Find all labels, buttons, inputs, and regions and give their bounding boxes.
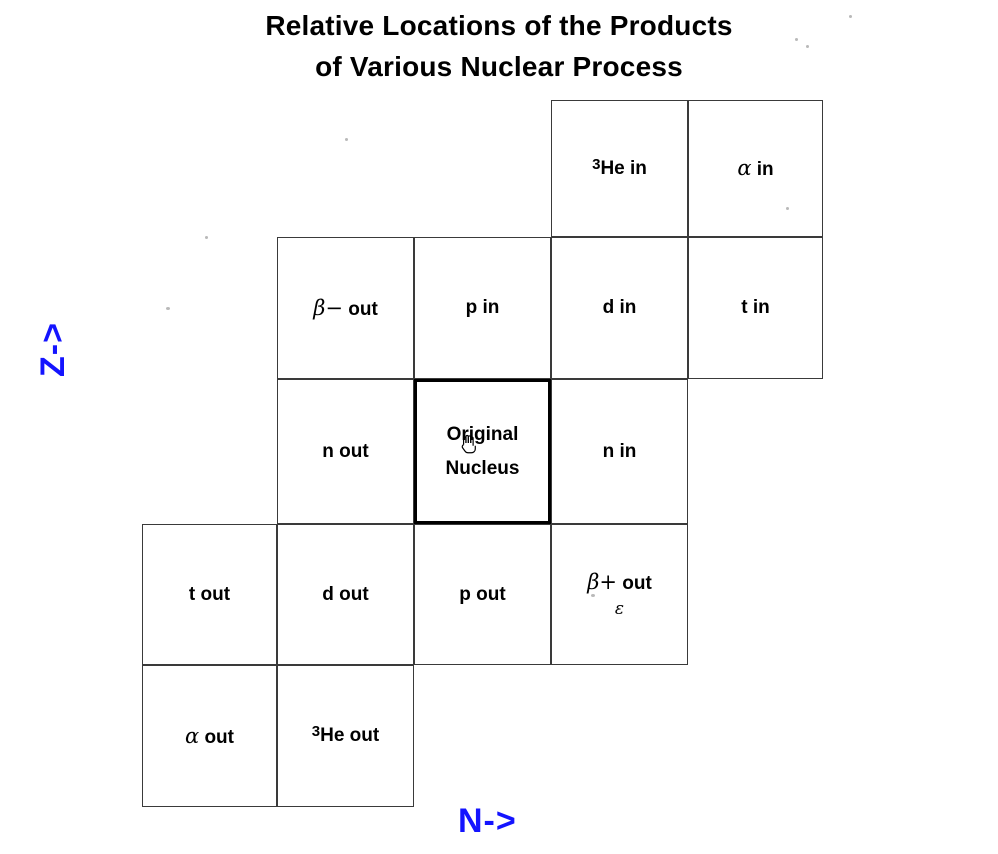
cell-beta-plus-out-label: β+ out ε: [587, 569, 652, 620]
beta-plus-glyph: β+: [587, 569, 617, 594]
cell-alpha-in[interactable]: [688, 100, 823, 237]
cell-n-out-label: n out: [322, 440, 369, 462]
cell-d-out[interactable]: [277, 524, 414, 665]
cell-p-in[interactable]: [414, 237, 551, 379]
cell-p-out[interactable]: [414, 524, 551, 665]
title-line-2: of Various Nuclear Process: [315, 50, 683, 82]
axis-label-n: N->: [458, 802, 517, 840]
cell-beta-minus-out-label: β− out: [313, 295, 378, 320]
alpha-glyph: α: [737, 156, 752, 181]
superscript-3: 3: [311, 723, 321, 741]
title-line-1: Relative Locations of the Products: [265, 10, 733, 41]
cell-d-in[interactable]: [551, 237, 688, 379]
page-title: [0, 6, 998, 87]
cell-n-in-label: n in: [602, 440, 637, 462]
cell-p-in-label: p in: [465, 297, 500, 319]
cell-p-out-label: p out: [459, 583, 506, 605]
cell-original-nucleus[interactable]: [414, 379, 551, 524]
beta-minus-glyph: β−: [313, 295, 343, 320]
cell-beta-minus-out[interactable]: [277, 237, 414, 379]
cell-he3-out[interactable]: [277, 665, 414, 807]
noise-speck: [166, 307, 170, 310]
axis-label-z: Z->: [33, 322, 72, 377]
cell-alpha-out[interactable]: [142, 665, 277, 807]
alpha-glyph: α: [184, 723, 200, 748]
cell-he3-in-label: $^3$He in: [592, 155, 647, 179]
cell-t-in-label: t in: [741, 297, 770, 319]
superscript-3: 3: [592, 155, 601, 173]
noise-speck: [205, 236, 208, 239]
noise-speck: [345, 138, 348, 141]
cell-n-out[interactable]: [277, 379, 414, 524]
cell-t-out[interactable]: [142, 524, 277, 665]
cell-beta-plus-out[interactable]: [551, 524, 688, 665]
cell-he3-in[interactable]: [551, 100, 688, 237]
cell-d-out-label: d out: [322, 583, 369, 605]
cell-t-in[interactable]: [688, 237, 823, 379]
cell-he3-out-label: $^3$He out: [311, 723, 380, 747]
cell-t-out-label: t out: [188, 583, 231, 605]
original-nucleus-line-1: Original: [446, 424, 519, 446]
original-nucleus-line-2: Nucleus: [445, 457, 520, 479]
cell-n-in[interactable]: [551, 379, 688, 524]
cell-alpha-out-label: α out: [184, 723, 234, 748]
epsilon-glyph: ε: [614, 599, 625, 620]
cell-alpha-in-label: α in: [737, 156, 774, 181]
cell-d-in-label: d in: [602, 297, 637, 319]
